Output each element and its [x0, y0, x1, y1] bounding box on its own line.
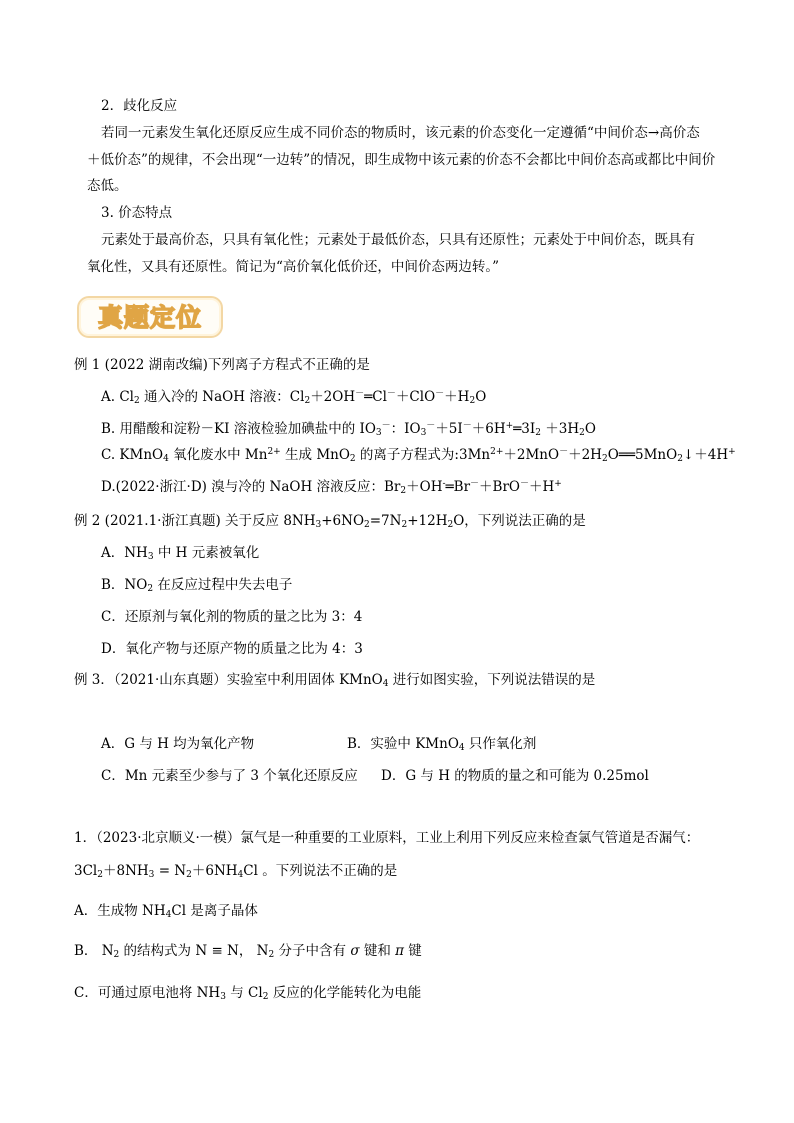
- text-line-s3-p2: 氧化性，又具有还原性。简记为“高价氧化低价还，中间价态两边转。”: [87, 259, 500, 275]
- text-line-s2-p2: ＋低价态”的规律，不会出现“一边转”的情况，即生成物中该元素的价态不会都比中间价态高或都比中间价: [87, 152, 716, 168]
- text-line-ex3-D: D．G 与 H 的物质的量之和可能为 0.25mol: [381, 768, 649, 784]
- text-line-ex3-C: C．Mn 元素至少参与了 3 个氧化还原反应: [101, 768, 358, 784]
- text-line-ex2-B: B．$NO_2$ 在反应过程中失去电子: [101, 577, 293, 594]
- text-line-q1-B: B． $N_2$ 的结构式为 N ≡ N， $N_2$ 分子中含有 σ 键和 π 键: [74, 943, 422, 960]
- text-line-s2-p1: 若同一元素发生氧化还原反应生成不同价态的物质时，该元素的价态变化一定遵循“中间价态→高价态: [101, 125, 700, 141]
- text-line-ex3-A: A．G 与 H 均为氧化产物: [101, 736, 255, 752]
- text-line-s2-p3: 态低。: [87, 178, 128, 194]
- text-line-ex1-A: A. $Cl_2$ 通入冷的 NaOH 溶液：$Cl_2+2OH^-═Cl^-+ClO^-+H_2O$: [101, 389, 487, 406]
- text-line-q1-A: A．生成物 $NH_4Cl$ 是离子晶体: [74, 903, 258, 920]
- text-line-ex2-C: C．还原剂与氧化剂的物质的量之比为 3：4: [101, 609, 363, 625]
- text-line-s3-p1: 元素处于最高价态，只具有氧化性；元素处于最低价态，只具有还原性；元素处于中间价态，既具有: [101, 232, 695, 248]
- section-badge-zhenti-dingwei: [77, 296, 223, 338]
- text-line-ex1-stem: 例 1 (2022 湖南改编)下列离子方程式不正确的是: [74, 357, 370, 373]
- text-line-q1-C: C．可通过原电池将 $NH_3$ 与 $Cl_2$ 反应的化学能转化为电能: [74, 985, 422, 1002]
- text-line-ex2-stem: 例 2 (2021.1·浙江真题) 关于反应 $8NH_3+6NO_2=7N_2+12H_2O$，下列说法正确的是: [74, 513, 586, 530]
- text-line-ex2-A: A．$NH_3$ 中 H 元素被氧化: [101, 545, 260, 562]
- text-line-ex3-B: B．实验中 KMnO$_4$ 只作氧化剂: [347, 736, 537, 753]
- text-line-q1-stem: 1．（2023·北京顺义·一模）氯气是一种重要的工业原料，工业上利用下列反应来检查氯气管道是否漏气：: [74, 830, 700, 846]
- text-line-s3-title: 3. 价态特点: [101, 205, 173, 221]
- text-line-ex2-D: D．氧化产物与还原产物的质量之比为 4：3: [101, 641, 363, 657]
- text-line-ex1-C: C. KMnO$_4$ 氧化废水中 $Mn^{2+}$ 生成 MnO$_2$ 的离子方程式为$:3Mn^{2+}+2MnO^-+2H_2O══5MnO_2↓+4H^+$: [101, 447, 736, 464]
- section-badge-text: 真题定位: [97, 303, 202, 332]
- text-line-q1-eq: $3Cl_2+8NH_3 = N_2+6NH_4Cl$ 。下列说法不正确的是: [74, 863, 398, 880]
- text-line-ex1-B: B. 用醋酸和淀粉－KI 溶液检验加碘盐中的 $IO_3^-$：$IO_3^-+5I^-+6H^+═3I_2 +3H_2O$: [101, 421, 596, 438]
- text-line-ex1-D: D.(2022·浙江·D) 溴与冷的 NaOH 溶液反应：$Br_2+OH^-═Br^-+BrO^-+H^+$: [101, 479, 562, 496]
- text-line-ex3-stem: 例 3．（2021·山东真题）实验室中利用固体 KMnO$_4$ 进行如图实验，下列说法错误的是: [74, 672, 596, 689]
- text-line-s2-title: 2．歧化反应: [101, 98, 178, 114]
